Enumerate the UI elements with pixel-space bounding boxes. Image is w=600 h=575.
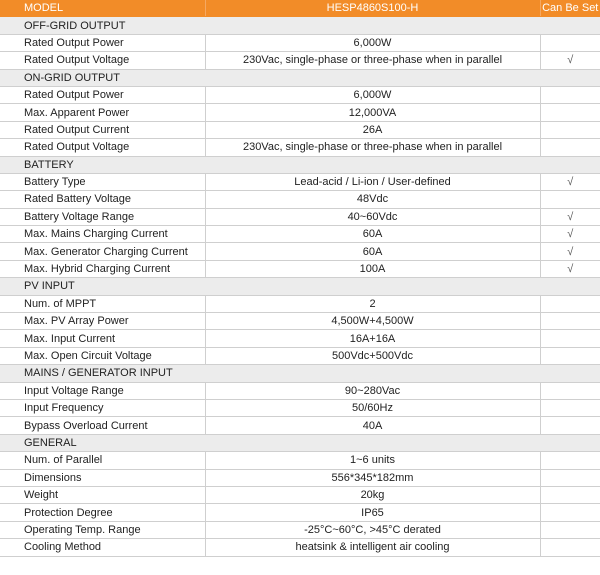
can-be-set-cell (540, 260, 600, 277)
spec-name: Weight (0, 486, 205, 503)
section-row (0, 69, 600, 86)
spec-name: Max. Apparent Power (0, 104, 205, 121)
can-be-set-cell (540, 191, 600, 208)
spec-value: 40~60Vdc (205, 208, 540, 225)
check-icon: √ (567, 54, 574, 67)
spec-name: Operating Temp. Range (0, 521, 205, 538)
spec-value: 40A (205, 417, 540, 434)
spec-value: 90~280Vac (205, 382, 540, 399)
spec-name: Rated Output Power (0, 86, 205, 103)
section-title: OFF-GRID OUTPUT (0, 17, 600, 34)
spec-value: 48Vdc (205, 191, 540, 208)
spec-name: Max. Mains Charging Current (0, 226, 205, 243)
model-label: MODEL (0, 0, 205, 17)
spec-value: 20kg (205, 486, 540, 503)
table-row (0, 104, 600, 121)
check-icon: √ (567, 245, 574, 258)
table-row (0, 486, 600, 503)
table-row (0, 139, 600, 156)
table-row (0, 243, 600, 260)
spec-name: Rated Output Power (0, 34, 205, 51)
spec-name: Num. of Parallel (0, 452, 205, 469)
spec-value: 16A+16A (205, 330, 540, 347)
table-row (0, 313, 600, 330)
spec-value: 500Vdc+500Vdc (205, 347, 540, 364)
can-be-set-cell (540, 243, 600, 260)
can-be-set-cell (540, 521, 600, 538)
model-value: HESP4860S100-H (205, 0, 540, 17)
can-be-set-cell (540, 469, 600, 486)
table-header-row (0, 0, 600, 17)
spec-value: 60A (205, 226, 540, 243)
spec-name: Max. Open Circuit Voltage (0, 347, 205, 364)
spec-value: 230Vac, single-phase or three-phase when in parallel (205, 139, 540, 156)
can-be-set-header: Can Be Set (540, 0, 600, 17)
check-icon: √ (567, 263, 574, 276)
spec-value: 60A (205, 243, 540, 260)
section-title: GENERAL (0, 434, 600, 451)
can-be-set-cell (540, 295, 600, 312)
spec-name: Dimensions (0, 469, 205, 486)
check-icon: √ (567, 228, 574, 241)
spec-name: Num. of MPPT (0, 295, 205, 312)
can-be-set-cell (540, 104, 600, 121)
spec-name: Rated Battery Voltage (0, 191, 205, 208)
can-be-set-cell (540, 226, 600, 243)
section-row (0, 434, 600, 451)
table-row (0, 121, 600, 138)
table-row (0, 295, 600, 312)
table-row (0, 521, 600, 538)
table-row (0, 226, 600, 243)
spec-value: 26A (205, 121, 540, 138)
spec-name: Input Frequency (0, 399, 205, 416)
spec-value: 556*345*182mm (205, 469, 540, 486)
spec-value: heatsink & intelligent air cooling (205, 539, 540, 556)
spec-value: 12,000VA (205, 104, 540, 121)
can-be-set-cell (540, 417, 600, 434)
can-be-set-cell (540, 399, 600, 416)
section-row (0, 278, 600, 295)
section-title: MAINS / GENERATOR INPUT (0, 365, 600, 382)
spec-name: Max. Generator Charging Current (0, 243, 205, 260)
spec-name: Max. PV Array Power (0, 313, 205, 330)
spec-value: -25°C~60°C, >45°C derated (205, 521, 540, 538)
spec-value: 2 (205, 295, 540, 312)
spec-name: Input Voltage Range (0, 382, 205, 399)
can-be-set-cell (540, 382, 600, 399)
table-row (0, 469, 600, 486)
spec-name: Rated Output Voltage (0, 52, 205, 69)
spec-value: 6,000W (205, 34, 540, 51)
spec-name: Rated Output Voltage (0, 139, 205, 156)
spec-value: 100A (205, 260, 540, 277)
table-row (0, 539, 600, 556)
spec-value: 6,000W (205, 86, 540, 103)
can-be-set-cell (540, 173, 600, 190)
spec-name: Protection Degree (0, 504, 205, 521)
table-row (0, 347, 600, 364)
can-be-set-cell (540, 347, 600, 364)
section-title: PV INPUT (0, 278, 600, 295)
spec-name: Battery Voltage Range (0, 208, 205, 225)
can-be-set-cell (540, 139, 600, 156)
spec-value: 50/60Hz (205, 399, 540, 416)
spec-value: Lead-acid / Li-ion / User-defined (205, 173, 540, 190)
table-row (0, 417, 600, 434)
can-be-set-cell (540, 539, 600, 556)
can-be-set-cell (540, 313, 600, 330)
spec-value: 230Vac, single-phase or three-phase when in parallel (205, 52, 540, 69)
table-row (0, 399, 600, 416)
table-row (0, 34, 600, 51)
spec-name: Rated Output Current (0, 121, 205, 138)
spec-body (0, 17, 600, 556)
table-row (0, 382, 600, 399)
table-row (0, 191, 600, 208)
spec-value: 1~6 units (205, 452, 540, 469)
can-be-set-cell (540, 452, 600, 469)
spec-name: Max. Input Current (0, 330, 205, 347)
spec-name: Battery Type (0, 173, 205, 190)
table-row (0, 86, 600, 103)
section-row (0, 17, 600, 34)
table-row (0, 504, 600, 521)
section-title: ON-GRID OUTPUT (0, 69, 600, 86)
spec-value: 4,500W+4,500W (205, 313, 540, 330)
can-be-set-cell (540, 34, 600, 51)
spec-value: IP65 (205, 504, 540, 521)
table-row (0, 452, 600, 469)
can-be-set-cell (540, 504, 600, 521)
spec-name: Cooling Method (0, 539, 205, 556)
section-title: BATTERY (0, 156, 600, 173)
section-row (0, 365, 600, 382)
can-be-set-cell (540, 86, 600, 103)
can-be-set-cell (540, 121, 600, 138)
table-row (0, 260, 600, 277)
spec-name: Bypass Overload Current (0, 417, 205, 434)
table-row (0, 52, 600, 69)
table-row (0, 173, 600, 190)
table-row (0, 208, 600, 225)
can-be-set-cell (540, 330, 600, 347)
check-icon: √ (567, 176, 574, 189)
can-be-set-cell (540, 52, 600, 69)
spec-name: Max. Hybrid Charging Current (0, 260, 205, 277)
can-be-set-cell (540, 486, 600, 503)
table-row (0, 330, 600, 347)
section-row (0, 156, 600, 173)
can-be-set-cell (540, 208, 600, 225)
check-icon: √ (567, 210, 574, 223)
